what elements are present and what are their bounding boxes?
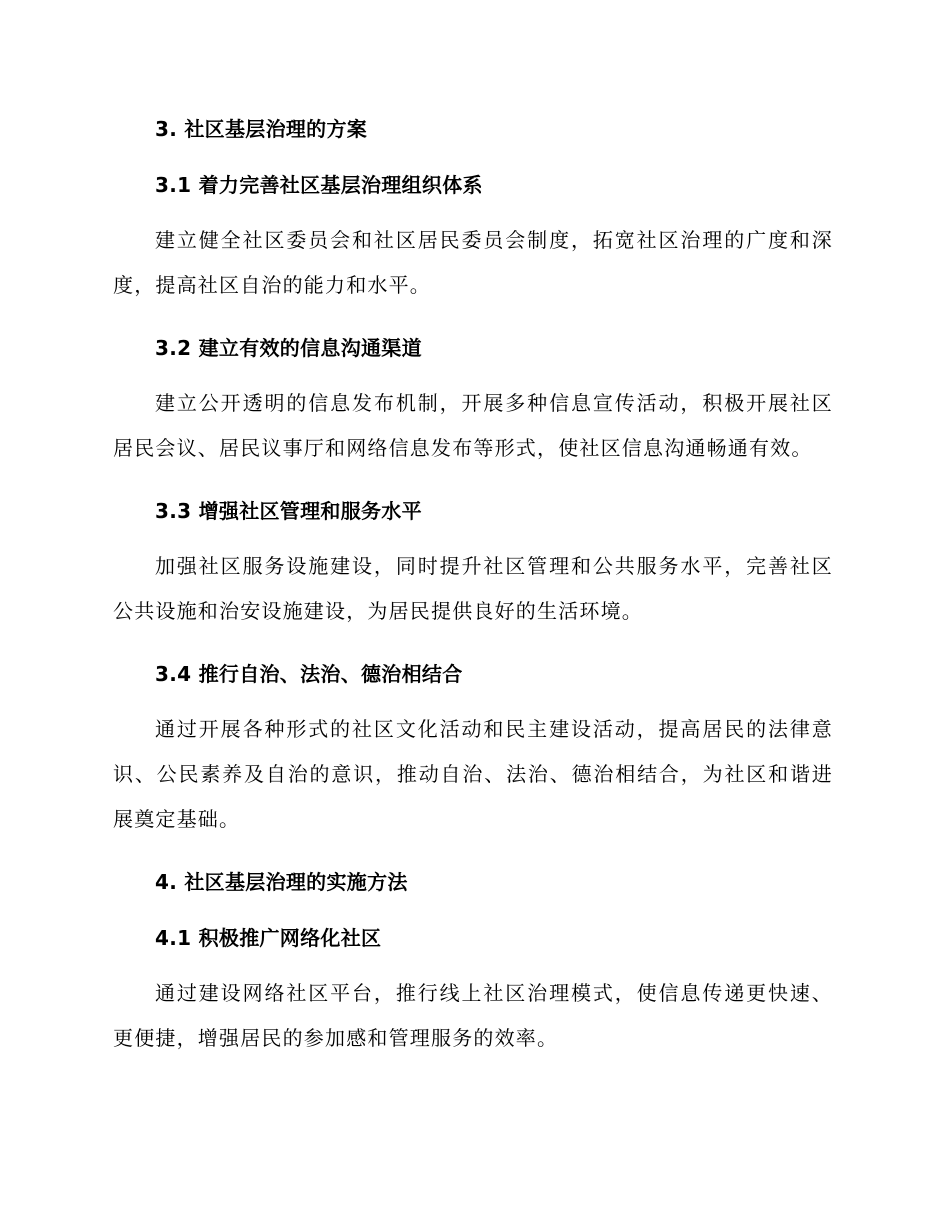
body-paragraph: 通过开展各种形式的社区文化活动和民主建设活动，提高居民的法律意识、公民素养及自治的意识，推动自治、法治、德治相结合，为社区和谐进展奠定基础。 [113, 717, 833, 831]
subsection-heading: 4.1 积极推广网络化社区 [155, 926, 382, 950]
document-page [113, 113, 833, 1061]
subsection-heading: 3.1 着力完善社区基层治理组织体系 [155, 173, 483, 197]
section-heading: 4. 社区基层治理的实施方法 [155, 870, 408, 894]
body-paragraph: 通过建设网络社区平台，推行线上社区治理模式，使信息传递更快速、更便捷，增强居民的参加感和管理服务的效率。 [113, 981, 833, 1050]
body-paragraph: 建立健全社区委员会和社区居民委员会制度，拓宽社区治理的广度和深度，提高社区自治的能力和水平。 [113, 228, 833, 297]
subsection-heading: 3.3 增强社区管理和服务水平 [155, 499, 422, 523]
subsection-heading: 3.2 建立有效的信息沟通渠道 [155, 336, 422, 360]
body-paragraph: 加强社区服务设施建设，同时提升社区管理和公共服务水平，完善社区公共设施和治安设施建设，为居民提供良好的生活环境。 [113, 554, 833, 623]
section-heading: 3. 社区基层治理的方案 [155, 117, 368, 141]
subsection-heading: 3.4 推行自治、法治、德治相结合 [155, 662, 463, 686]
body-paragraph: 建立公开透明的信息发布机制，开展多种信息宣传活动，积极开展社区居民会议、居民议事厅和网络信息发布等形式，使社区信息沟通畅通有效。 [113, 391, 833, 460]
